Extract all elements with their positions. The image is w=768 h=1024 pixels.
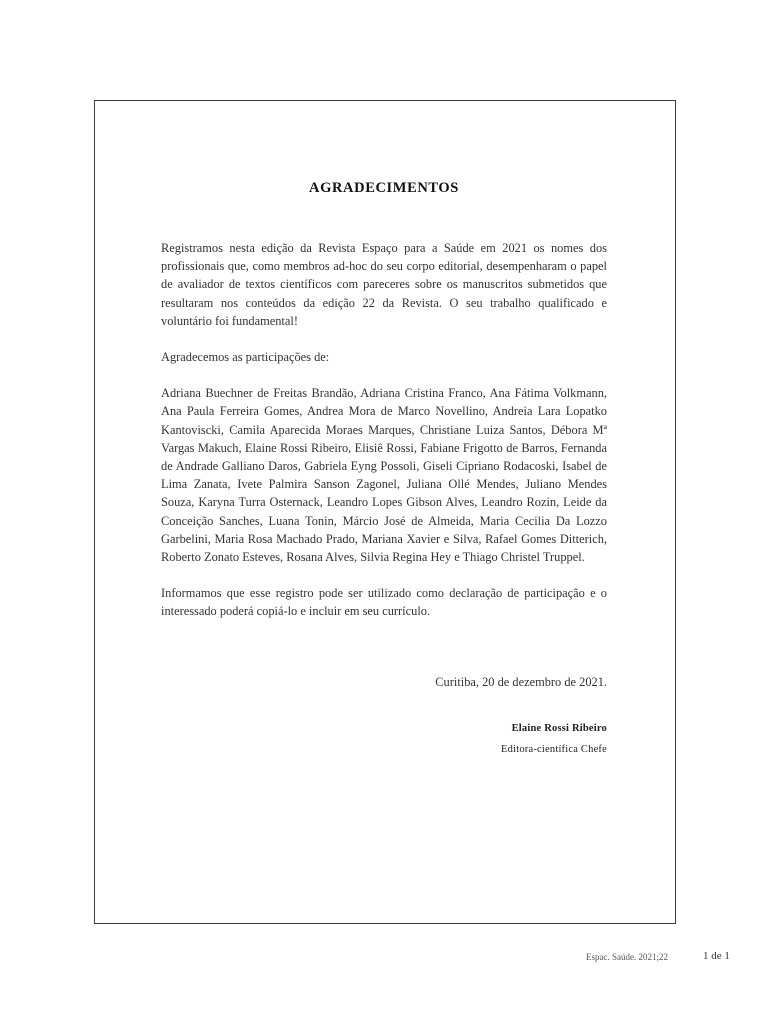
footer-page-number: 1 de 1 (703, 950, 730, 962)
footer-journal-citation: Espac. Saúde. 2021;22 (586, 952, 668, 962)
lead-paragraph: Agradecemos as participações de: (161, 350, 330, 365)
document-title: AGRADECIMENTOS (309, 180, 459, 196)
intro-paragraph: Registramos nesta edição da Revista Espaço para a Saúde em 2021 os nomes dos profissionais que, como membros ad-hoc do seu corpo editorial, desempenharam o papel de avaliador de textos científicos com pareceres sobre os manuscritos submetidos que resultaram nos conteúdos da edição 22 da Revista. O seu trabalho qualificado e voluntário foi fundamental! (161, 241, 607, 328)
place-date: Curitiba, 20 de dezembro de 2021. (435, 674, 607, 689)
reviewer-names-paragraph: Adriana Buechner de Freitas Brandão, Adriana Cristina Franco, Ana Fátima Volkmann, Ana Paula Ferreira Gomes, Andrea Mora de Marco Novellino, Andreia Lara Lopatko Kantoviscki, Camila Aparecida Moraes Marques, Christiane Luiza Santos, Débora Mª Vargas Makuch, Elaine Rossi Ribeiro, Elisiê Rossi, Fabiane Frigotto de Barros, Fernanda de Andrade Galliano Daros, Gabriela Eyng Possoli, Giseli Cipriano Rodacoski, Isabel de Lima Zanata, Ivete Palmira Sanson Zagonel, Juliana Ollé Mendes, Juliano Mendes Souza, Karyna Turra Osternack, Leandro Lopes Gibson Alves, Leandro Rozin, Leide da Conceição Sanches, Luana Tonin, Márcio José de Almeida, Maria Cecilia Da Lozzo Garbelini, Maria Rosa Machado Prado, Mariana Xavier e Silva, Rafael Gomes Ditterich, Roberto Zonato Esteves, Rosana Alves, Silvia Regina Hey e Thiago Christel Truppel. (161, 386, 607, 565)
document-body (161, 180, 607, 755)
closing-paragraph: Informamos que esse registro pode ser utilizado como declaração de participação e o interessado poderá copiá-lo e incluir em seu currículo. (161, 586, 607, 619)
signature-name: Elaine Rossi Ribeiro (511, 722, 607, 734)
signature-role: Editora-científica Chefe (501, 743, 607, 755)
